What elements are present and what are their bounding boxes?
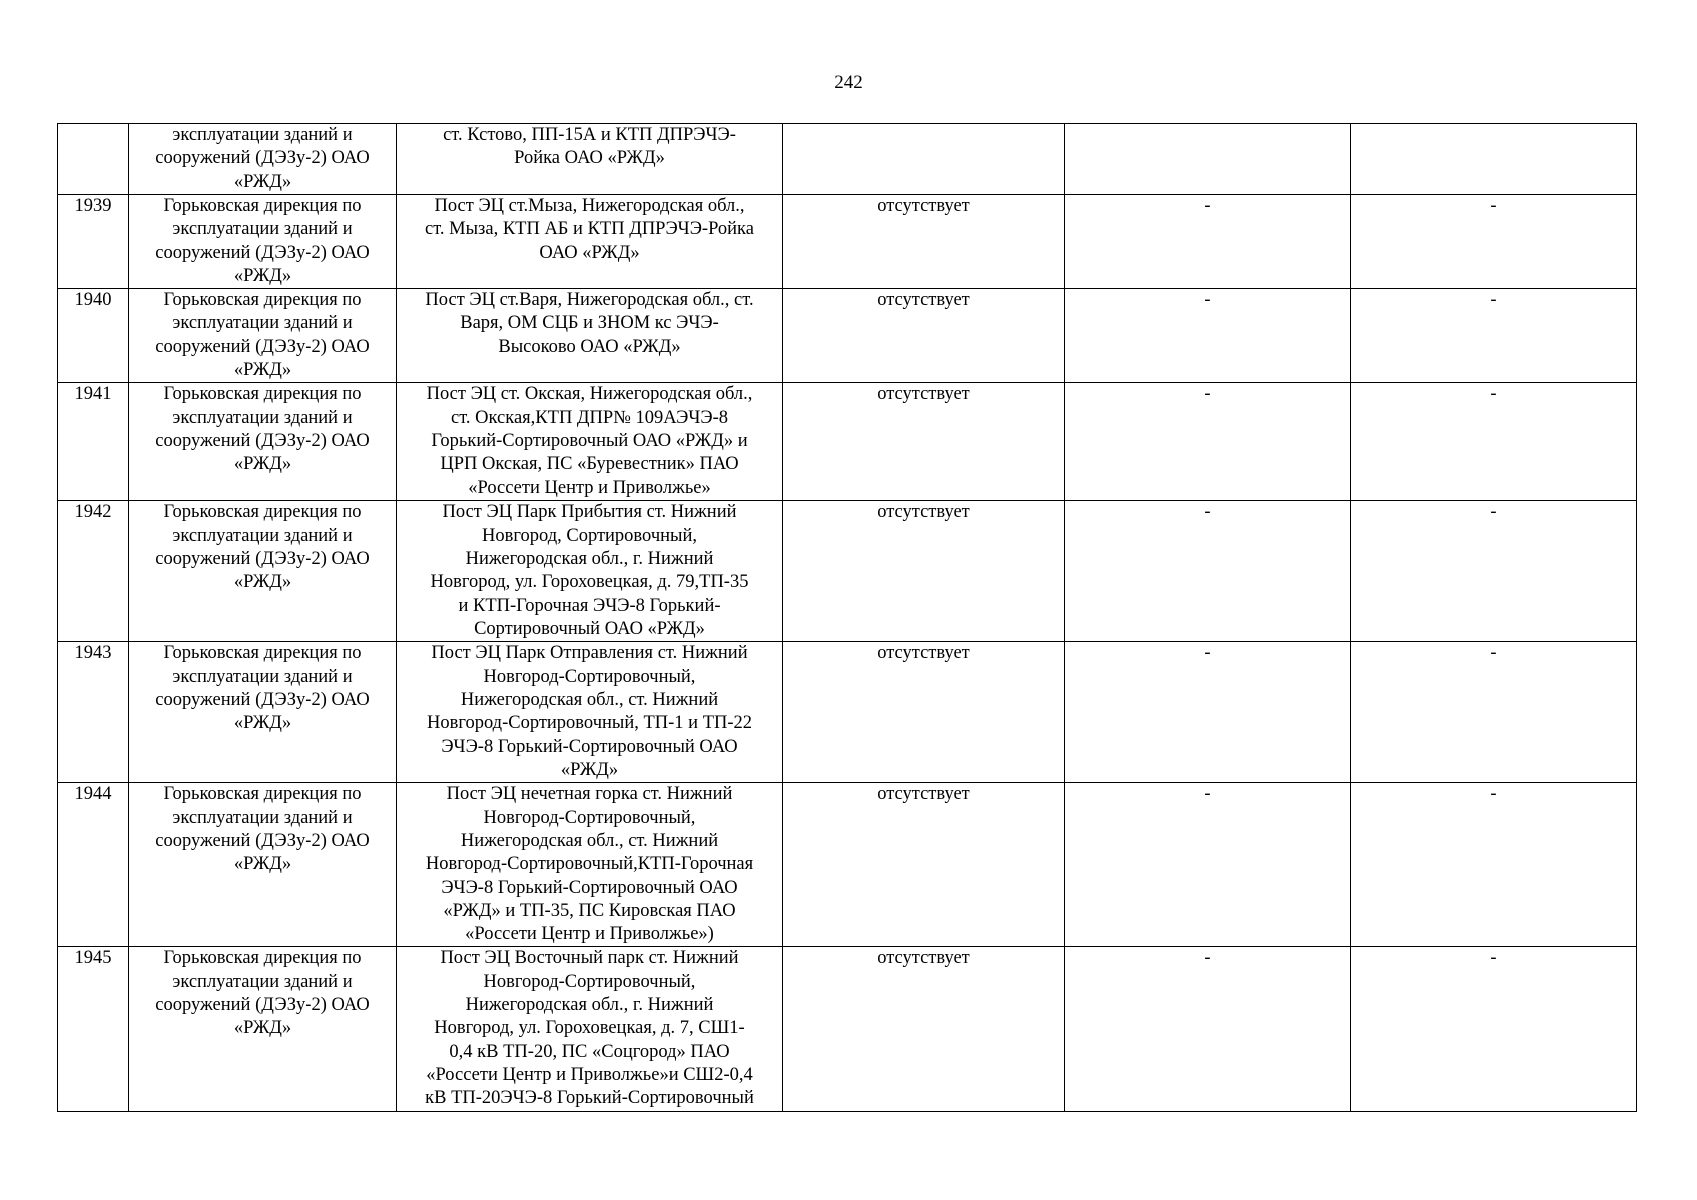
- row-number-cell: [58, 124, 129, 195]
- status-cell: отсутствует: [783, 783, 1065, 947]
- owner-cell: Горьковская дирекция по эксплуатации зданий и сооружений (ДЭЗу-2) ОАО «РЖД»: [129, 383, 397, 501]
- col5-cell: -: [1065, 195, 1351, 289]
- row-number-cell: 1939: [58, 195, 129, 289]
- col5-cell: -: [1065, 501, 1351, 642]
- table-row: [58, 642, 1637, 783]
- col5-cell: -: [1065, 383, 1351, 501]
- col5-cell: [1065, 124, 1351, 195]
- object-cell: Пост ЭЦ ст.Варя, Нижегородская обл., ст. Варя, ОМ СЦБ и ЗНОМ кс ЭЧЭ- Высоково ОАО «РЖД»: [397, 289, 783, 383]
- owner-cell: Горьковская дирекция по эксплуатации зданий и сооружений (ДЭЗу-2) ОАО «РЖД»: [129, 501, 397, 642]
- row-number-cell: 1940: [58, 289, 129, 383]
- col6-cell: -: [1351, 783, 1637, 947]
- owner-cell: Горьковская дирекция по эксплуатации зданий и сооружений (ДЭЗу-2) ОАО «РЖД»: [129, 783, 397, 947]
- object-cell: Пост ЭЦ Восточный парк ст. Нижний Новгород-Сортировочный, Нижегородская обл., г. Нижний Новгород, ул. Гороховецкая, д. 7, СШ1- 0,4 кВ ТП-20, ПС «Соцгород» ПАО «Россети Центр и Приволжье»и СШ2-0,4 кВ ТП-20ЭЧЭ-8 Горький-Сортировочный: [397, 947, 783, 1111]
- table-row: [58, 383, 1637, 501]
- table-row: [58, 289, 1637, 383]
- registry-table: [57, 123, 1637, 1112]
- page-number: 242: [834, 72, 863, 93]
- status-cell: отсутствует: [783, 642, 1065, 783]
- row-number-cell: 1943: [58, 642, 129, 783]
- col6-cell: [1351, 124, 1637, 195]
- owner-cell: Горьковская дирекция по эксплуатации зданий и сооружений (ДЭЗу-2) ОАО «РЖД»: [129, 947, 397, 1111]
- status-cell: [783, 124, 1065, 195]
- object-cell: ст. Кстово, ПП-15А и КТП ДПРЭЧЭ- Ройка ОАО «РЖД»: [397, 124, 783, 195]
- table-row: [58, 501, 1637, 642]
- owner-cell: Горьковская дирекция по эксплуатации зданий и сооружений (ДЭЗу-2) ОАО «РЖД»: [129, 289, 397, 383]
- table-row: [58, 195, 1637, 289]
- object-cell: Пост ЭЦ нечетная горка ст. Нижний Новгород-Сортировочный, Нижегородская обл., ст. Нижний Новгород-Сортировочный,КТП-Горочная ЭЧЭ-8 Горький-Сортировочный ОАО «РЖД» и ТП-35, ПС Кировская ПАО «Россети Центр и Приволжье»): [397, 783, 783, 947]
- col5-cell: -: [1065, 783, 1351, 947]
- status-cell: отсутствует: [783, 501, 1065, 642]
- status-cell: отсутствует: [783, 383, 1065, 501]
- col5-cell: -: [1065, 289, 1351, 383]
- status-cell: отсутствует: [783, 195, 1065, 289]
- object-cell: Пост ЭЦ ст. Окская, Нижегородская обл., ст. Окская,КТП ДПР№ 109АЭЧЭ-8 Горький-Сортировочный ОАО «РЖД» и ЦРП Окская, ПС «Буревестник» ПАО «Россети Центр и Приволжье»: [397, 383, 783, 501]
- owner-cell: Горьковская дирекция по эксплуатации зданий и сооружений (ДЭЗу-2) ОАО «РЖД»: [129, 195, 397, 289]
- col6-cell: -: [1351, 947, 1637, 1111]
- col6-cell: -: [1351, 195, 1637, 289]
- col6-cell: -: [1351, 289, 1637, 383]
- row-number-cell: 1945: [58, 947, 129, 1111]
- row-number-cell: 1942: [58, 501, 129, 642]
- owner-cell: Горьковская дирекция по эксплуатации зданий и сооружений (ДЭЗу-2) ОАО «РЖД»: [129, 642, 397, 783]
- row-number-cell: 1944: [58, 783, 129, 947]
- table-row: [58, 124, 1637, 195]
- col6-cell: -: [1351, 642, 1637, 783]
- col6-cell: -: [1351, 501, 1637, 642]
- object-cell: Пост ЭЦ Парк Отправления ст. Нижний Новгород-Сортировочный, Нижегородская обл., ст. Нижний Новгород-Сортировочный, ТП-1 и ТП-22 ЭЧЭ-8 Горький-Сортировочный ОАО «РЖД»: [397, 642, 783, 783]
- row-number-cell: 1941: [58, 383, 129, 501]
- owner-cell: эксплуатации зданий и сооружений (ДЭЗу-2) ОАО «РЖД»: [129, 124, 397, 195]
- object-cell: Пост ЭЦ Парк Прибытия ст. Нижний Новгород, Сортировочный, Нижегородская обл., г. Нижний Новгород, ул. Гороховецкая, д. 79,ТП-35 и КТП-Горочная ЭЧЭ-8 Горький- Сортировочный ОАО «РЖД»: [397, 501, 783, 642]
- table-row: [58, 783, 1637, 947]
- col6-cell: -: [1351, 383, 1637, 501]
- col5-cell: -: [1065, 947, 1351, 1111]
- col5-cell: -: [1065, 642, 1351, 783]
- object-cell: Пост ЭЦ ст.Мыза, Нижегородская обл., ст. Мыза, КТП АБ и КТП ДПРЭЧЭ-Ройка ОАО «РЖД»: [397, 195, 783, 289]
- status-cell: отсутствует: [783, 289, 1065, 383]
- table-row: [58, 947, 1637, 1111]
- status-cell: отсутствует: [783, 947, 1065, 1111]
